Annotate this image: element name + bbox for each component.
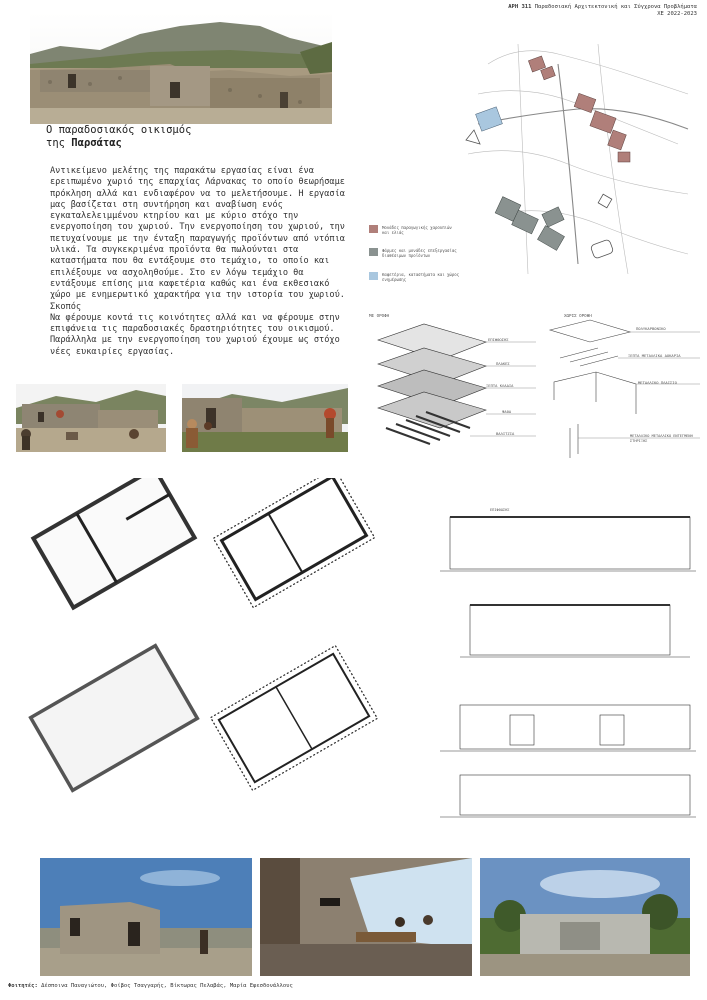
- collage-photo-right: [182, 384, 348, 452]
- axo-with-roof-drawing: [370, 318, 540, 460]
- course-title: Παραδοσιακή Αρχιτεκτονική και Σύγχρονα Προβλήματα: [534, 4, 697, 10]
- axo-label-1: ΕΠΙΦΘΩΣΗΣ: [488, 337, 509, 342]
- legend-item-farms: [369, 248, 461, 258]
- legend-swatch: [369, 272, 378, 280]
- legend-text: Καφετέρια, καταστήματα και χώρος ενημέρωσης: [382, 272, 460, 282]
- axo-with-roof-title: ΜΕ ΟΡΟΦΗ: [369, 313, 390, 318]
- ruins-landscape-photo: [30, 12, 332, 124]
- axo-right-label-2: ΞΕΠΤΑ ΜΕΤΑΛΛΙΚΑ ΔΟΚΑΡΙΑ: [628, 353, 681, 358]
- students-footer: [8, 983, 293, 989]
- section-label: ΕΠΙΦΘΩΣΗΣ: [490, 508, 510, 512]
- students-label: Φοιτητές:: [8, 983, 38, 989]
- render-courtyard-photo: [480, 858, 690, 976]
- axo-label-4: ΨΑΘΑ: [502, 409, 512, 414]
- axo-without-roof-drawing: [540, 318, 705, 468]
- legend-item-production: [369, 225, 461, 235]
- axo-right-label-1: ΠΟΛΥΚΑΡΒΟΝΙΚΟ: [636, 326, 666, 331]
- title-line1: Ο παραδοσιακός οικισμός: [46, 124, 192, 136]
- site-plan: [458, 34, 698, 284]
- project-description: Αντικείμενο μελέτης της παρακάτω εργασίας είναι ένα ερειπωμένο χωριό της επαρχίας Λάρνακας το οποίο θεωρήσαμε πρόκληση αλλά και ενδιαφέρον να το μελετήσουμε. Η εργασία μας βασίζεται στη συντήρηση και αναβίωση ενός εγκαταλελειμμένου κτηρίου και με κύριο στόχο την ενεργοποίηση του χωριού. Την ενεργοποίηση του χωριού, την πετυχαίνουμε με την ένταξη παραγωγής προϊόντων από ντόπια υλικά. Τα συγκεκριμένα προϊόντα θα πωλούνται στα καταστήματα που θα εντάξουμε στο τεμάχιο, το οποίο και επιλέξουμε να ασχοληθούμε. Στο εν λόγω τεμάχιο θα εντάξουμε επίσης μια καφετέρια καθώς και ένα εκθεσιακό χώρο με ενημερωτικό χαρακτήρα για την ιστορία του χωριού. Σκοπός Να φέρουμε κοντά τις κοινότητες αλλά και να φέρουμε στην επιφάνεια τις παραδοσιακές δραστηριότητες του οικισμού. Παράλληλα με την ενεργοποίηση του χωριού έχουμε ως στόχο νέες ευκαιρίες εργασίας.: [50, 166, 345, 357]
- page-title: [46, 124, 191, 150]
- collage-photo-left: [16, 384, 166, 452]
- course-header: [508, 4, 697, 18]
- axo-right-label-4: ΜΕΤΑΛΛΙΚΟ ΜΕΤΑΛΛΙΚΟ ΕΝΤΕΓΜΕΝΗ ΣΤΗΡΙΞΗΣ: [630, 434, 693, 443]
- legend-text: Φάρμες και μονάδες επεξεργασίας διαθέσιμων προϊόντων: [382, 248, 457, 258]
- axo-without-roof-title: ΧΩΡΙΣ ΟΡΟΦΗ: [564, 313, 592, 318]
- floor-plans-drawings: [24, 478, 384, 818]
- render-exterior-photo: [40, 858, 252, 976]
- render-interior-photo: [260, 858, 472, 976]
- axo-label-2: ΠΛΑΚΕΣ: [496, 361, 510, 366]
- legend-text: Μονάδες παραγωγικής χαρουπιών και ελιάς: [382, 225, 452, 235]
- axo-label-5: ΒΑΛΙΤΖΙΑ: [496, 431, 515, 436]
- title-place: Παρσάτας: [71, 137, 122, 149]
- course-code: ΑΡΗ 311: [508, 4, 532, 10]
- legend-item-cafe: [369, 272, 461, 282]
- axo-label-3: ΞΕΠΤΑ ΚΛΑΔΙΑ: [486, 383, 514, 388]
- axo-right-label-3: ΜΕΤΑΛΛΙΚΟ ΠΛΑΙΣΙΟ: [638, 380, 677, 385]
- sections-elevations: [400, 495, 700, 835]
- title-prefix: της: [46, 137, 72, 149]
- legend-swatch: [369, 248, 378, 256]
- semester: ΧΕ 2022-2023: [657, 11, 697, 17]
- students-names: Δέσποινα Παναγιώτου, Φοίβος Τσαγγαρής, Βίκτωρας Πελαβάς, Μαρία Εφεσδονάλλους: [41, 983, 293, 989]
- legend-swatch: [369, 225, 378, 233]
